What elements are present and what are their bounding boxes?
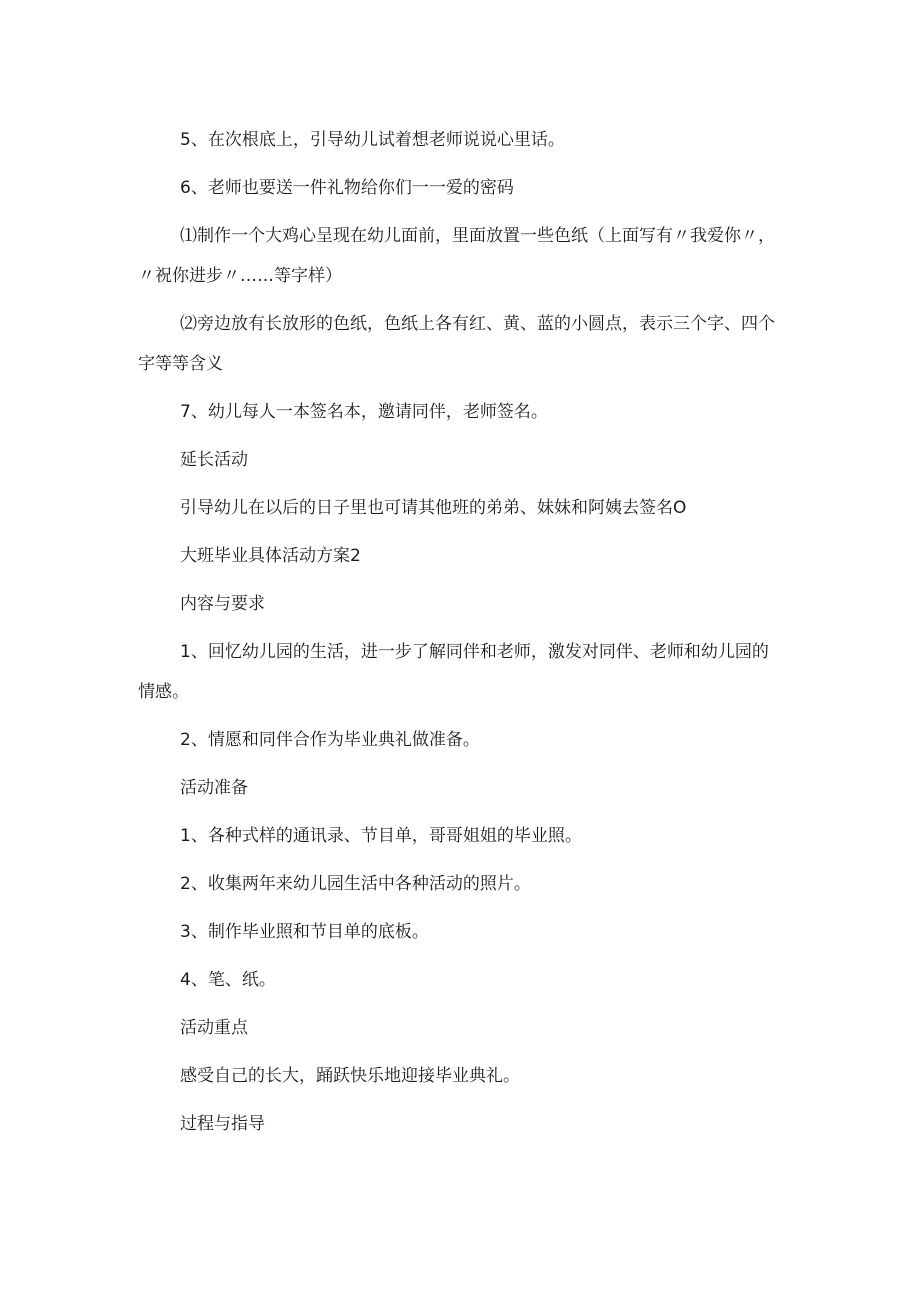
paragraph-preparation-1: 1、各种式样的通讯录、节目单，哥哥姐姐的毕业照。 [180,826,582,846]
heading-plan-2: 大班毕业具体活动方案2 [180,546,361,566]
paragraph-key-point: 感受自己的长大，踊跃快乐地迎接毕业典礼。 [180,1066,520,1086]
paragraph-preparation-3: 3、制作毕业照和节目单的底板。 [180,922,429,942]
paragraph-step-5: 5、在次根底上，引导幼儿试着想老师说说心里话。 [180,130,565,150]
heading-content-requirements: 内容与要求 [180,594,265,614]
paragraph-requirement-1: 1、回忆幼儿园的生活，进一步了解同伴和老师，激发对同伴、老师和幼儿园的情感。 [138,642,769,702]
heading-extension-activity: 延长活动 [180,450,248,470]
paragraph-preparation-2: 2、收集两年来幼儿园生活中各种活动的照片。 [180,874,531,894]
paragraph-extension: 引导幼儿在以后的日子里也可请其他班的弟弟、妹妹和阿姨去签名O [180,498,687,518]
paragraph-sub-1: ⑴制作一个大鸡心呈现在幼儿面前，里面放置一些色纸（上面写有〃我爱你〃，〃祝你进步〃……等字样） [138,226,775,286]
paragraph-requirement-2: 2、情愿和同伴合作为毕业典礼做准备。 [180,730,480,750]
heading-key-point: 活动重点 [180,1018,248,1038]
paragraph-sub-2: ⑵旁边放有长放形的色纸，色纸上各有红、黄、蓝的小圆点，表示三个字、四个字等等含义 [138,314,775,374]
heading-preparation: 活动准备 [180,778,248,798]
heading-process-guidance: 过程与指导 [180,1114,265,1134]
paragraph-step-7: 7、幼儿每人一本签名本，邀请同伴，老师签名。 [180,402,548,422]
document-body [138,120,778,1152]
paragraph-step-6: 6、老师也要送一件礼物给你们一一爱的密码 [180,178,514,198]
paragraph-preparation-4: 4、笔、纸。 [180,970,276,990]
